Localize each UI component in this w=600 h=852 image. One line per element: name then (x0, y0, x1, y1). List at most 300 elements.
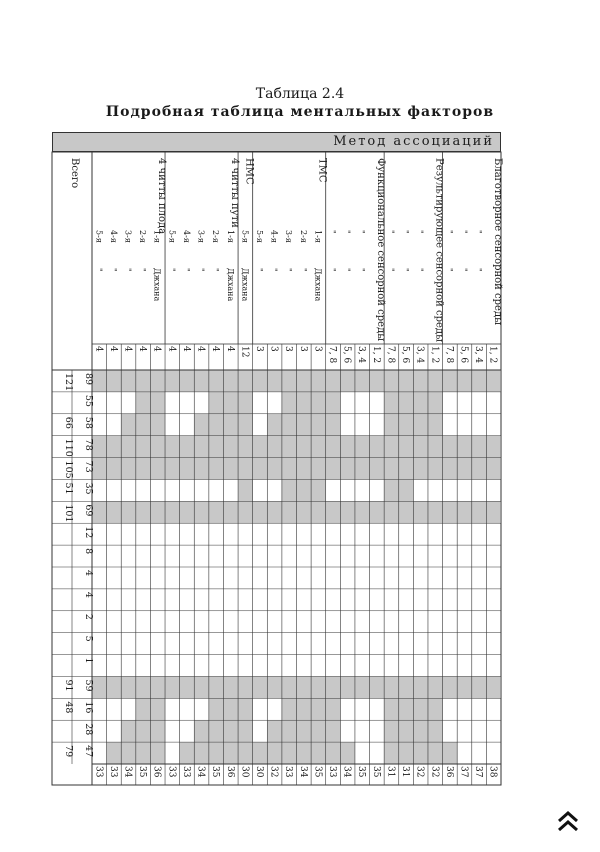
shaded-cell (457, 501, 472, 523)
factor-name: " (196, 268, 206, 272)
shaded-cell (399, 392, 414, 414)
shaded-cell (136, 370, 151, 392)
shaded-cell (399, 698, 414, 720)
shaded-cell (297, 720, 312, 742)
factor-name: " (94, 268, 104, 272)
shaded-cell (457, 458, 472, 480)
shaded-cell (428, 370, 443, 392)
group-title: 4 читты пути (229, 158, 241, 228)
shaded-cell (267, 676, 282, 698)
shaded-cell (165, 676, 180, 698)
shaded-cell (107, 742, 122, 764)
column-count: 4 (83, 591, 94, 598)
row-total: 38 (487, 766, 498, 778)
shaded-cell (223, 698, 238, 720)
factor-name: Джхана (152, 268, 162, 302)
shaded-cell (238, 720, 253, 742)
shaded-cell (326, 370, 341, 392)
shaded-cell (326, 742, 341, 764)
shaded-cell (457, 436, 472, 458)
shaded-cell (121, 458, 136, 480)
shaded-cell (472, 436, 487, 458)
row-total: 30 (239, 766, 250, 778)
row-total: 35 (370, 766, 381, 778)
factor-name: " (444, 268, 454, 272)
group-title: Благотворное сенсорной среды (492, 158, 503, 326)
jhana-order: 3-я (196, 230, 206, 243)
shaded-cell (165, 370, 180, 392)
shaded-cell (311, 698, 326, 720)
shaded-cell (282, 458, 297, 480)
shaded-cell (209, 370, 224, 392)
jhana-order: " (328, 230, 338, 234)
shaded-cell (136, 698, 151, 720)
column-count: 69 (83, 504, 94, 517)
factor-ids: 4 (137, 346, 148, 352)
shaded-cell (150, 676, 165, 698)
shaded-cell (311, 676, 326, 698)
factor-name: " (459, 268, 469, 272)
row-total: 34 (195, 766, 206, 778)
shaded-cell (399, 742, 414, 764)
group-title: НМС (243, 158, 255, 185)
factor-ids: 5, 6 (458, 346, 469, 364)
shaded-cell (413, 501, 428, 523)
row-total: 36 (151, 766, 162, 778)
shaded-cell (282, 720, 297, 742)
shaded-cell (282, 414, 297, 436)
shaded-cell (340, 676, 355, 698)
shaded-cell (267, 436, 282, 458)
shaded-cell (413, 392, 428, 414)
shaded-cell (150, 370, 165, 392)
factor-name: Джхана (225, 268, 235, 302)
factor-ids: 5, 6 (400, 346, 411, 364)
shaded-cell (136, 458, 151, 480)
shaded-cell (428, 501, 443, 523)
shaded-cell (282, 742, 297, 764)
shaded-cell (238, 676, 253, 698)
shaded-cell (194, 414, 209, 436)
group-title: Функциональное сенсорной среды (375, 158, 387, 342)
shaded-cell (311, 392, 326, 414)
shaded-cell (267, 458, 282, 480)
shaded-cell (399, 370, 414, 392)
row-total: 35 (356, 766, 367, 778)
column-count: 8 (83, 548, 94, 555)
row-total: 37 (458, 766, 469, 778)
jhana-order: 4-я (269, 230, 279, 243)
row-total: 33 (166, 766, 177, 778)
shaded-cell (282, 698, 297, 720)
shaded-cell (194, 720, 209, 742)
shaded-cell (180, 742, 195, 764)
shaded-cell (107, 458, 122, 480)
factor-ids: 3 (283, 346, 294, 352)
factor-name: " (269, 268, 279, 272)
shaded-cell (121, 676, 136, 698)
shaded-cell (121, 436, 136, 458)
shaded-cell (355, 436, 370, 458)
shaded-cell (267, 720, 282, 742)
column-total: 105 (63, 460, 74, 479)
table-number: Таблица 2.4 (255, 86, 345, 102)
factor-ids: 4 (224, 346, 235, 352)
shaded-cell (326, 676, 341, 698)
shaded-cell (297, 414, 312, 436)
shaded-cell (355, 501, 370, 523)
shaded-cell (253, 370, 268, 392)
row-total: 31 (400, 766, 411, 778)
factor-ids: 4 (122, 346, 133, 352)
jhana-order: 3-я (123, 230, 133, 243)
row-total: 30 (253, 766, 264, 778)
row-total: 33 (283, 766, 294, 778)
jhana-order: 1-я (152, 230, 162, 243)
row-total: 36 (443, 766, 454, 778)
factor-name: " (254, 268, 264, 272)
shaded-cell (326, 501, 341, 523)
factor-name: " (181, 268, 191, 272)
jhana-order: 1-я (225, 230, 235, 243)
shaded-cell (413, 370, 428, 392)
shaded-cell (238, 414, 253, 436)
shaded-cell (443, 742, 458, 764)
jhana-order: " (444, 230, 454, 234)
shaded-cell (340, 501, 355, 523)
factor-name: " (342, 268, 352, 272)
shaded-cell (209, 698, 224, 720)
factor-name: " (211, 268, 221, 272)
shaded-cell (399, 414, 414, 436)
shaded-cell (238, 479, 253, 501)
jhana-order: 3-я (284, 230, 294, 243)
shaded-cell (209, 458, 224, 480)
factor-name: " (401, 268, 411, 272)
shaded-cell (384, 742, 399, 764)
shaded-cell (253, 676, 268, 698)
shaded-cell (472, 676, 487, 698)
shaded-cell (267, 414, 282, 436)
shaded-cell (472, 458, 487, 480)
factor-ids: 1, 2 (370, 346, 381, 364)
group-title: 4 читты плода (156, 158, 168, 235)
factor-ids: 3, 4 (473, 346, 484, 364)
shaded-cell (443, 436, 458, 458)
factor-name: " (386, 268, 396, 272)
shaded-cell (238, 458, 253, 480)
shaded-cell (472, 501, 487, 523)
shaded-cell (297, 742, 312, 764)
factor-name: " (167, 268, 177, 272)
row-total: 35 (312, 766, 323, 778)
jhana-order: 5-я (167, 230, 177, 243)
shaded-cell (238, 436, 253, 458)
shaded-cell (399, 479, 414, 501)
jhana-order: 2-я (138, 230, 148, 243)
shaded-cell (136, 392, 151, 414)
shaded-cell (253, 742, 268, 764)
shaded-cell (282, 676, 297, 698)
shaded-cell (223, 501, 238, 523)
factor-name: " (474, 268, 484, 272)
jhana-order: 5-я (254, 230, 264, 243)
shaded-cell (136, 742, 151, 764)
row-total: 37 (473, 766, 484, 778)
shaded-cell (194, 742, 209, 764)
shaded-cell (107, 370, 122, 392)
shaded-cell (384, 414, 399, 436)
shaded-cell (107, 436, 122, 458)
shaded-cell (443, 501, 458, 523)
factor-ids: 7, 8 (443, 346, 454, 364)
shaded-cell (209, 720, 224, 742)
factor-ids: 4 (107, 346, 118, 352)
shaded-cell (326, 720, 341, 742)
shaded-cell (311, 501, 326, 523)
shaded-cell (413, 698, 428, 720)
row-total: 32 (268, 766, 279, 778)
shaded-cell (486, 370, 501, 392)
shaded-cell (180, 676, 195, 698)
column-total: 48 (63, 701, 74, 714)
factor-ids: 1, 2 (487, 346, 498, 364)
shaded-cell (297, 370, 312, 392)
shaded-cell (209, 414, 224, 436)
factor-name: Джхана (313, 268, 323, 302)
shaded-cell (326, 458, 341, 480)
shaded-cell (413, 458, 428, 480)
factor-name: " (284, 268, 294, 272)
shaded-cell (413, 414, 428, 436)
shaded-cell (121, 501, 136, 523)
shaded-cell (486, 501, 501, 523)
shaded-cell (297, 436, 312, 458)
shaded-cell (384, 392, 399, 414)
shaded-cell (282, 436, 297, 458)
shaded-cell (428, 698, 443, 720)
shaded-cell (457, 676, 472, 698)
jhana-order: 5-я (240, 230, 250, 243)
factor-name: " (328, 268, 338, 272)
shaded-cell (399, 720, 414, 742)
shaded-cell (384, 370, 399, 392)
shaded-cell (355, 676, 370, 698)
factor-ids: 1, 2 (429, 346, 440, 364)
factor-ids: 12 (239, 346, 250, 358)
shaded-cell (223, 720, 238, 742)
shaded-cell (194, 458, 209, 480)
shaded-cell (326, 698, 341, 720)
shaded-cell (326, 436, 341, 458)
shaded-cell (253, 436, 268, 458)
shaded-cell (136, 720, 151, 742)
shaded-cell (282, 501, 297, 523)
shaded-cell (355, 370, 370, 392)
shaded-cell (238, 392, 253, 414)
method-header-label: Метод ассоциаций (333, 134, 494, 149)
shaded-cell (311, 414, 326, 436)
shaded-cell (121, 370, 136, 392)
factor-ids: 4 (195, 346, 206, 352)
shaded-cell (355, 458, 370, 480)
shaded-cell (413, 742, 428, 764)
jhana-order: 2-я (298, 230, 308, 243)
shaded-cell (297, 458, 312, 480)
column-count: 4 (83, 570, 94, 577)
shaded-cell (384, 458, 399, 480)
shaded-cell (399, 458, 414, 480)
jhana-order: 4-я (108, 230, 118, 243)
shaded-cell (238, 742, 253, 764)
factor-name: " (108, 268, 118, 272)
shaded-cell (428, 676, 443, 698)
row-total: 34 (297, 766, 308, 778)
shaded-cell (209, 742, 224, 764)
shaded-cell (370, 676, 385, 698)
shaded-cell (121, 742, 136, 764)
shaded-cell (282, 392, 297, 414)
row-total: 33 (107, 766, 118, 778)
group-title: Результирующее сенсорной среды (433, 158, 445, 343)
row-total: 34 (341, 766, 352, 778)
table-title: Подробная таблица ментальных факторов (105, 104, 495, 120)
column-total: 66 (63, 416, 74, 429)
factor-ids: 4 (151, 346, 162, 352)
column-total: 51 (63, 482, 74, 495)
shaded-cell (326, 392, 341, 414)
column-count: 78 (83, 438, 94, 451)
jhana-order: " (474, 230, 484, 234)
factor-ids: 3, 4 (414, 346, 425, 364)
shaded-cell (180, 370, 195, 392)
shaded-cell (253, 458, 268, 480)
shaded-cell (136, 676, 151, 698)
shaded-cell (180, 436, 195, 458)
shaded-cell (238, 370, 253, 392)
shaded-cell (150, 742, 165, 764)
shaded-cell (180, 458, 195, 480)
factor-name: " (123, 268, 133, 272)
factor-name: " (415, 268, 425, 272)
row-total: 33 (93, 766, 104, 778)
shaded-cell (486, 436, 501, 458)
jhana-order: " (415, 230, 425, 234)
shaded-cell (340, 436, 355, 458)
shaded-cell (399, 676, 414, 698)
jhana-order: " (357, 230, 367, 234)
row-total: 31 (385, 766, 396, 778)
shaded-cell (399, 436, 414, 458)
jhana-order: 2-я (211, 230, 221, 243)
shaded-cell (223, 742, 238, 764)
shaded-cell (428, 458, 443, 480)
shaded-cell (370, 501, 385, 523)
shaded-cell (340, 458, 355, 480)
shaded-cell (136, 501, 151, 523)
shaded-cell (194, 370, 209, 392)
column-count: 58 (83, 416, 94, 429)
shaded-cell (370, 458, 385, 480)
column-total: 79 (63, 745, 74, 758)
shaded-cell (136, 436, 151, 458)
shaded-cell (384, 720, 399, 742)
row-total: 35 (137, 766, 148, 778)
shaded-cell (150, 436, 165, 458)
shaded-cell (107, 676, 122, 698)
column-total: 91 (63, 679, 74, 692)
factor-name: " (357, 268, 367, 272)
jhana-order: 4-я (181, 230, 191, 243)
shaded-cell (384, 436, 399, 458)
row-total: 33 (327, 766, 338, 778)
row-total: 32 (414, 766, 425, 778)
shaded-cell (223, 370, 238, 392)
shaded-cell (384, 676, 399, 698)
factor-ids: 3, 4 (356, 346, 367, 364)
shaded-cell (428, 392, 443, 414)
factor-ids: 5, 6 (341, 346, 352, 364)
jhana-order: 5-я (94, 230, 104, 243)
column-count: 16 (83, 701, 94, 714)
shaded-cell (267, 501, 282, 523)
shaded-cell (136, 414, 151, 436)
shaded-cell (443, 458, 458, 480)
shaded-cell (180, 501, 195, 523)
shaded-cell (413, 720, 428, 742)
shaded-cell (297, 392, 312, 414)
row-total: 32 (429, 766, 440, 778)
column-count: 5 (83, 635, 94, 642)
shaded-cell (223, 458, 238, 480)
row-total: 35 (210, 766, 221, 778)
shaded-cell (223, 436, 238, 458)
row-total: 36 (224, 766, 235, 778)
shaded-cell (428, 742, 443, 764)
factor-ids: 4 (93, 346, 104, 352)
shaded-cell (297, 698, 312, 720)
shaded-cell (297, 676, 312, 698)
shaded-cell (209, 501, 224, 523)
column-total: 110 (63, 438, 74, 457)
shaded-cell (326, 414, 341, 436)
factor-ids: 7, 8 (327, 346, 338, 364)
shaded-cell (267, 742, 282, 764)
jhana-order: " (342, 230, 352, 234)
shaded-cell (486, 458, 501, 480)
shaded-cell (428, 436, 443, 458)
shaded-cell (150, 392, 165, 414)
shaded-cell (428, 720, 443, 742)
column-count: 47 (83, 745, 94, 758)
shaded-cell (311, 458, 326, 480)
shaded-cell (194, 436, 209, 458)
jhana-order: " (459, 230, 469, 234)
shaded-cell (267, 370, 282, 392)
shaded-cell (311, 742, 326, 764)
jhana-order: 1-я (313, 230, 323, 243)
shaded-cell (194, 676, 209, 698)
row-total: 34 (122, 766, 133, 778)
shaded-cell (209, 436, 224, 458)
shaded-cell (223, 676, 238, 698)
double-chevron-up-icon[interactable] (555, 808, 581, 834)
total-label: Всего (69, 158, 80, 189)
shaded-cell (428, 414, 443, 436)
column-total: 121 (63, 373, 74, 392)
jhana-order: " (401, 230, 411, 234)
shaded-cell (457, 370, 472, 392)
